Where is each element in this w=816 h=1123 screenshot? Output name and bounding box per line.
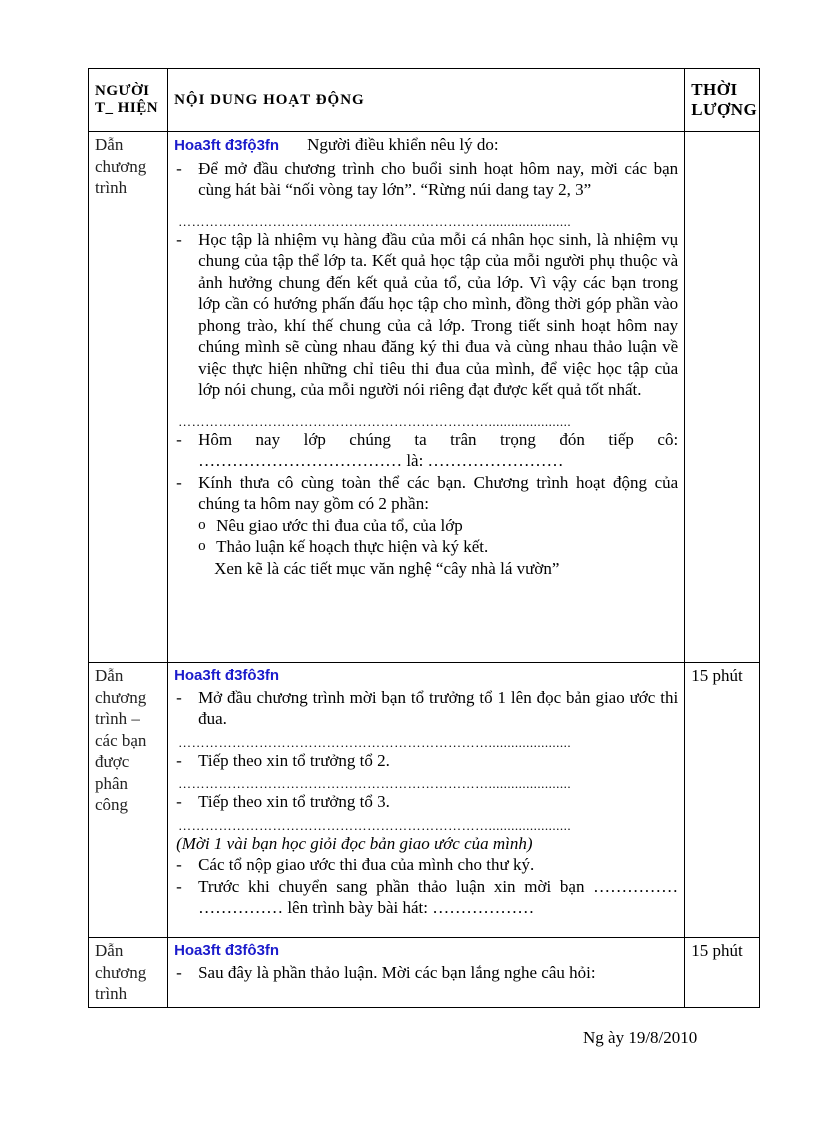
row-who: Dẫn chương trình [89,132,168,663]
list-item: - Các tổ nộp giao ước thi đua của mình cho thư ký. [176,855,535,874]
dotted-line: ……………………………………………………………...................... [178,414,572,429]
row-content [168,132,685,663]
reason-text: Người điều khiển nêu lý do: [307,135,499,154]
list-item: - Tiếp theo xin tổ trưởng tổ 2. [176,750,390,770]
row-content [168,938,685,1008]
list-item: - Tiếp theo xin tổ trưởng tổ 3. [176,792,390,811]
row-time: 15 phút [685,938,760,1008]
dotted-line: ……………………………………………………………...................... [178,818,572,833]
list-item: - Học tập là nhiệm vụ hàng đầu của mỗi cá nhân học sinh, là nhiệm vụ chung của tập thể lớp ta. Kết quả học tập của mỗi người phụ thuộc và ảnh hưởng chung đến kết quả của tổ, của lớp. Vì vậy các bạn trong lớp cần có hướng phấn đấu học tập cho mình, đồng thời góp phần vào phong trào, khí thế chung của cả lớp. Trong tiết sinh hoạt hôm nay chúng mình sẽ cùng nhau đăng ký thi đua và cùng nhau thảo luận về việc thực hiện những chỉ tiêu thi đua của mình, để việc học tập của lớp nói chung, của mỗi người nói riêng đạt được kết quả tốt nhất. [176,229,679,399]
activity-table [88,68,760,1008]
row-who: Dẫn chương trình [89,938,168,1008]
activity-line [174,134,678,157]
dotted-line: ……………………………………………………………...................... [178,214,572,229]
header-time: THỜI LƯỢNG [685,69,760,132]
table-header-row [89,69,760,132]
row-content [168,663,685,938]
list-item: - Để mở đầu chương trình cho buổi sinh hoạt hôm nay, mời các bạn cùng hát bài “nối vòng tay lớn”. “Rừng núi dang tay 2, 3” [176,158,679,199]
sub-item: o Nêu giao ước thi đua của tổ, của lớp [198,515,463,535]
activity-title: Hoa3ft đ3fô3fn [174,667,280,684]
list-item: - Hôm nay lớp chúng ta trân trọng đón tiếp cô: ……………………………… là: …………………… [176,429,679,470]
row-who: Dẫn chương trình – các bạn được phân công [89,663,168,938]
dotted-line: ……………………………………………………………...................... [178,777,572,791]
table-row [89,938,760,1008]
footer-date: Ng ày 19/8/2010 [583,1028,698,1047]
document-page [88,68,760,1008]
header-who: NGƯỜI T_ HIỆN [89,69,168,132]
table-row [89,663,760,938]
dotted-line: ……………………………………………………………...................... [178,735,572,750]
activity-title: Hoa3ft đ3fô3fn [174,942,280,959]
list-item: - Mở đầu chương trình mời bạn tổ trưởng tổ 1 lên đọc bản giao ước thi đua. [176,687,679,728]
activity-title: Hoa3ft đ3fộ3fn [174,137,280,154]
italic-note: (Mời 1 vài bạn học giỏi đọc bản giao ước của mình) [176,833,533,853]
list-item: - Trước khi chuyển sang phần thảo luận xin mời bạn …………… …………… lên trình bày bài hát: ……………… [176,876,679,917]
row-time: 15 phút [685,663,760,938]
list-item: - Sau đây là phần thảo luận. Mời các bạn lắng nghe câu hỏi: [176,962,596,982]
header-content: NỘI DUNG HOẠT ĐỘNG [168,69,685,132]
list-item: - Kính thưa cô cùng toàn thể các bạn. Chương trình hoạt động của chúng ta hôm nay gồm có 2 phần: [176,472,679,513]
row-time [685,132,760,663]
note-text: Xen kẽ là các tiết mục văn nghệ “cây nhà lá vườn” [214,558,560,578]
table-row [89,132,760,663]
sub-item: o Thảo luận kế hoạch thực hiện và ký kết. [198,537,489,556]
